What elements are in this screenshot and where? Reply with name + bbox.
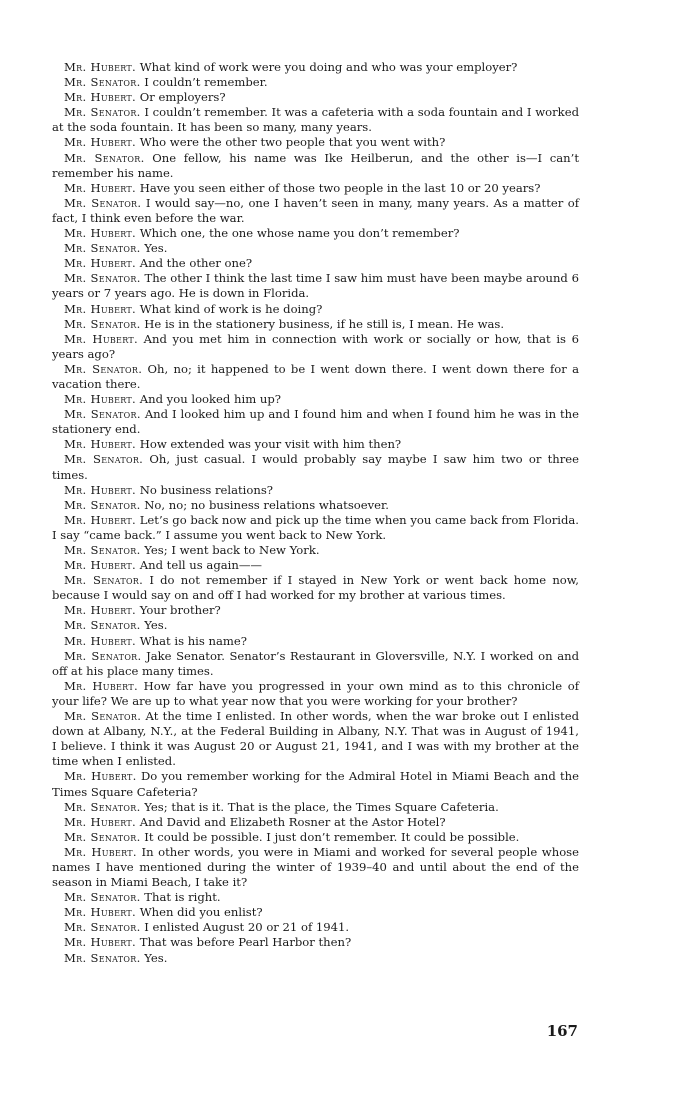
utterance-text: What kind of work were you doing and who was your employer? bbox=[139, 60, 518, 74]
speaker-name: Mr. Senator. bbox=[64, 75, 141, 90]
utterance-text: That was before Pearl Harbor then? bbox=[139, 935, 352, 950]
speaker-name: Mr. Hubert. bbox=[64, 633, 137, 648]
speaker-name: Mr. Senator. bbox=[64, 497, 141, 512]
speaker-name: Mr. Senator. bbox=[64, 648, 142, 663]
speaker-name: Mr. Senator. bbox=[64, 452, 144, 467]
testimony-paragraph bbox=[52, 573, 579, 603]
speaker-name: Mr. Hubert. bbox=[64, 558, 137, 573]
utterance-text: Yes. bbox=[144, 241, 168, 256]
utterance-text: I couldn’t remember. It was a cafeteria with a soda fountain and I worked at the soda fountain. It has been so many, many years. bbox=[52, 105, 579, 135]
utterance-text: I would say—no, one I haven’t seen in many, many years. As a matter of fact, I think even before the war. bbox=[52, 195, 579, 225]
utterance-text: Yes. bbox=[144, 618, 168, 633]
testimony-paragraph bbox=[52, 362, 579, 392]
testimony-paragraph bbox=[52, 618, 579, 633]
speaker-name: Mr. Hubert. bbox=[64, 512, 137, 527]
utterance-text: No business relations? bbox=[139, 482, 274, 497]
utterance-text: It could be possible. I just don’t remember. It could be possible. bbox=[144, 829, 520, 844]
testimony-paragraph bbox=[52, 151, 579, 181]
testimony-paragraph bbox=[52, 90, 579, 105]
testimony-paragraph bbox=[52, 830, 579, 845]
testimony-paragraph bbox=[52, 543, 579, 558]
testimony-paragraph bbox=[52, 196, 579, 226]
utterance-text: In other words, you were in Miami and worked for several people whose names I have mentioned during the winter of 1939–40 and until about the end of the season in Miami Beach, I take it? bbox=[52, 844, 579, 890]
speaker-name: Mr. Senator. bbox=[64, 150, 145, 165]
testimony-paragraph bbox=[52, 769, 579, 799]
utterance-text: I do not remember if I stayed in New York or went back home now, because I would say on and off I had worked for my brother at various times. bbox=[52, 573, 579, 603]
utterance-text: That is right. bbox=[144, 890, 221, 905]
speaker-name: Mr. Hubert. bbox=[64, 135, 137, 150]
utterance-text: When did you enlist? bbox=[139, 905, 263, 920]
speaker-name: Mr. Hubert. bbox=[64, 935, 137, 950]
utterance-text: At the time I enlisted. In other words, when the war broke out I enlisted down at Albany, N.Y., at the Federal Building in Albany, N.Y. That was in August of 1941, I believe. I think it was August 20 or August 21, 1941, and I was with my brother at the time when I enlisted. bbox=[52, 709, 580, 769]
testimony-paragraph bbox=[52, 241, 579, 256]
testimony-paragraph bbox=[52, 302, 579, 317]
speaker-name: Mr. Senator. bbox=[64, 950, 141, 965]
speaker-name: Mr. Senator. bbox=[64, 890, 141, 905]
page-number: 167 bbox=[546, 1022, 578, 1040]
testimony-paragraph bbox=[52, 498, 579, 513]
testimony-paragraph bbox=[52, 603, 579, 618]
testimony-paragraph bbox=[52, 60, 579, 75]
testimony-paragraph bbox=[52, 709, 579, 769]
speaker-name: Mr. Hubert. bbox=[64, 905, 137, 920]
utterance-text: Do you remember working for the Admiral Hotel in Miami Beach and the Times Square Cafeteria? bbox=[52, 769, 580, 799]
utterance-text: Yes; I went back to New York. bbox=[144, 543, 320, 557]
utterance-text: I couldn’t remember. bbox=[144, 75, 268, 90]
utterance-text: And the other one? bbox=[139, 256, 253, 271]
testimony-paragraph bbox=[52, 634, 579, 649]
testimony-paragraph bbox=[52, 452, 579, 482]
utterance-text: Oh, just casual. I would probably say maybe I saw him two or three times. bbox=[52, 452, 580, 482]
utterance-text: What is his name? bbox=[139, 633, 247, 648]
testimony-paragraph bbox=[52, 407, 579, 437]
testimony-paragraph bbox=[52, 679, 579, 709]
utterance-text: One fellow, his name was Ike Heilberun, and the other is—I can’t remember his name. bbox=[52, 150, 579, 180]
utterance-text: How far have you progressed in your own mind as to this chronicle of your life? We are up to what year now that you were working for your brother? bbox=[52, 678, 580, 708]
speaker-name: Mr. Senator. bbox=[64, 829, 141, 844]
speaker-name: Mr. Senator. bbox=[64, 618, 141, 633]
utterance-text: I enlisted August 20 or 21 of 1941. bbox=[144, 920, 350, 935]
testimony-paragraph bbox=[52, 513, 579, 543]
utterance-text: Jake Senator. Senator’s Restaurant in Gloversville, N.Y. I worked on and off at his place many times. bbox=[52, 648, 580, 678]
utterance-text: And tell us again—— bbox=[139, 558, 263, 573]
utterance-text: Yes. bbox=[144, 950, 168, 965]
speaker-name: Mr. Hubert. bbox=[64, 180, 137, 195]
speaker-name: Mr. Hubert. bbox=[64, 90, 137, 105]
speaker-name: Mr. Hubert. bbox=[64, 437, 137, 452]
testimony-paragraph bbox=[52, 392, 579, 407]
testimony-paragraph bbox=[52, 135, 579, 150]
speaker-name: Mr. Hubert. bbox=[64, 256, 137, 271]
testimony-paragraph bbox=[52, 226, 579, 241]
utterance-text: He is in the stationery business, if he still is, I mean. He was. bbox=[144, 316, 505, 331]
utterance-text: And you met him in connection with work or socially or how, that is 6 years ago? bbox=[52, 331, 579, 361]
speaker-name: Mr. Senator. bbox=[64, 799, 141, 814]
utterance-text: Let’s go back now and pick up the time when you came back from Florida. I say “came back.” I assume you went back to New York. bbox=[52, 512, 579, 542]
speaker-name: Mr. Hubert. bbox=[64, 226, 137, 241]
speaker-name: Mr. Hubert. bbox=[64, 769, 137, 784]
testimony-paragraph bbox=[52, 920, 579, 935]
testimony-paragraph bbox=[52, 317, 579, 332]
speaker-name: Mr. Senator. bbox=[64, 241, 141, 256]
testimony-paragraph bbox=[52, 905, 579, 920]
testimony-paragraph bbox=[52, 332, 579, 362]
utterance-text: Yes; that is it. That is the place, the Times Square Cafeteria. bbox=[144, 799, 499, 814]
utterance-text: What kind of work is he doing? bbox=[139, 301, 323, 316]
testimony-paragraph bbox=[52, 105, 579, 135]
testimony-paragraph bbox=[52, 935, 579, 950]
testimony-paragraph bbox=[52, 271, 579, 301]
testimony-paragraph bbox=[52, 558, 579, 573]
speaker-name: Mr. Hubert. bbox=[64, 844, 137, 859]
testimony-paragraph bbox=[52, 815, 579, 830]
speaker-name: Mr. Hubert. bbox=[64, 392, 137, 407]
speaker-name: Mr. Senator. bbox=[64, 709, 142, 724]
testimony-paragraph bbox=[52, 951, 579, 966]
utterance-text: Have you seen either of those two people in the last 10 or 20 years? bbox=[139, 180, 541, 195]
utterance-text: Or employers? bbox=[139, 90, 226, 105]
speaker-name: Mr. Hubert. bbox=[64, 603, 137, 618]
utterance-text: The other I think the last time I saw him must have been maybe around 6 years or 7 years ago. He is down in Florida. bbox=[52, 271, 579, 301]
testimony-paragraph bbox=[52, 75, 579, 90]
speaker-name: Mr. Hubert. bbox=[64, 814, 137, 829]
speaker-name: Mr. Senator. bbox=[64, 543, 141, 557]
testimony-paragraph bbox=[52, 181, 579, 196]
speaker-name: Mr. Hubert. bbox=[64, 301, 137, 316]
speaker-name: Mr. Senator. bbox=[64, 407, 141, 422]
utterance-text: Who were the other two people that you went with? bbox=[139, 135, 446, 150]
utterance-text: Your brother? bbox=[139, 603, 221, 618]
speaker-name: Mr. Senator. bbox=[64, 316, 141, 331]
testimony-text bbox=[52, 60, 579, 966]
utterance-text: And I looked him up and I found him and when I found him he was in the stationery end. bbox=[52, 407, 580, 437]
speaker-name: Mr. Senator. bbox=[64, 195, 142, 210]
speaker-name: Mr. Hubert. bbox=[64, 482, 137, 497]
utterance-text: No, no; no business relations whatsoever. bbox=[144, 497, 389, 512]
testimony-paragraph bbox=[52, 483, 579, 498]
speaker-name: Mr. Senator. bbox=[64, 105, 141, 120]
speaker-name: Mr. Senator. bbox=[64, 361, 143, 376]
speaker-name: Mr. Senator. bbox=[64, 271, 141, 286]
testimony-paragraph bbox=[52, 256, 579, 271]
testimony-paragraph bbox=[52, 845, 579, 890]
speaker-name: Mr. Senator. bbox=[64, 573, 144, 588]
speaker-name: Mr. Hubert. bbox=[64, 331, 138, 346]
testimony-paragraph bbox=[52, 649, 579, 679]
speaker-name: Mr. Hubert. bbox=[64, 678, 138, 693]
testimony-paragraph bbox=[52, 800, 579, 815]
utterance-text: How extended was your visit with him then? bbox=[139, 437, 402, 452]
testimony-paragraph bbox=[52, 890, 579, 905]
utterance-text: Which one, the one whose name you don’t remember? bbox=[139, 226, 460, 241]
testimony-paragraph bbox=[52, 437, 579, 452]
speaker-name: Mr. Senator. bbox=[64, 920, 141, 935]
utterance-text: And David and Elizabeth Rosner at the Astor Hotel? bbox=[139, 814, 446, 829]
utterance-text: And you looked him up? bbox=[139, 392, 281, 407]
speaker-name: Mr. Hubert. bbox=[64, 60, 137, 74]
utterance-text: Oh, no; it happened to be I went down there. I went down there for a vacation there. bbox=[52, 361, 580, 391]
